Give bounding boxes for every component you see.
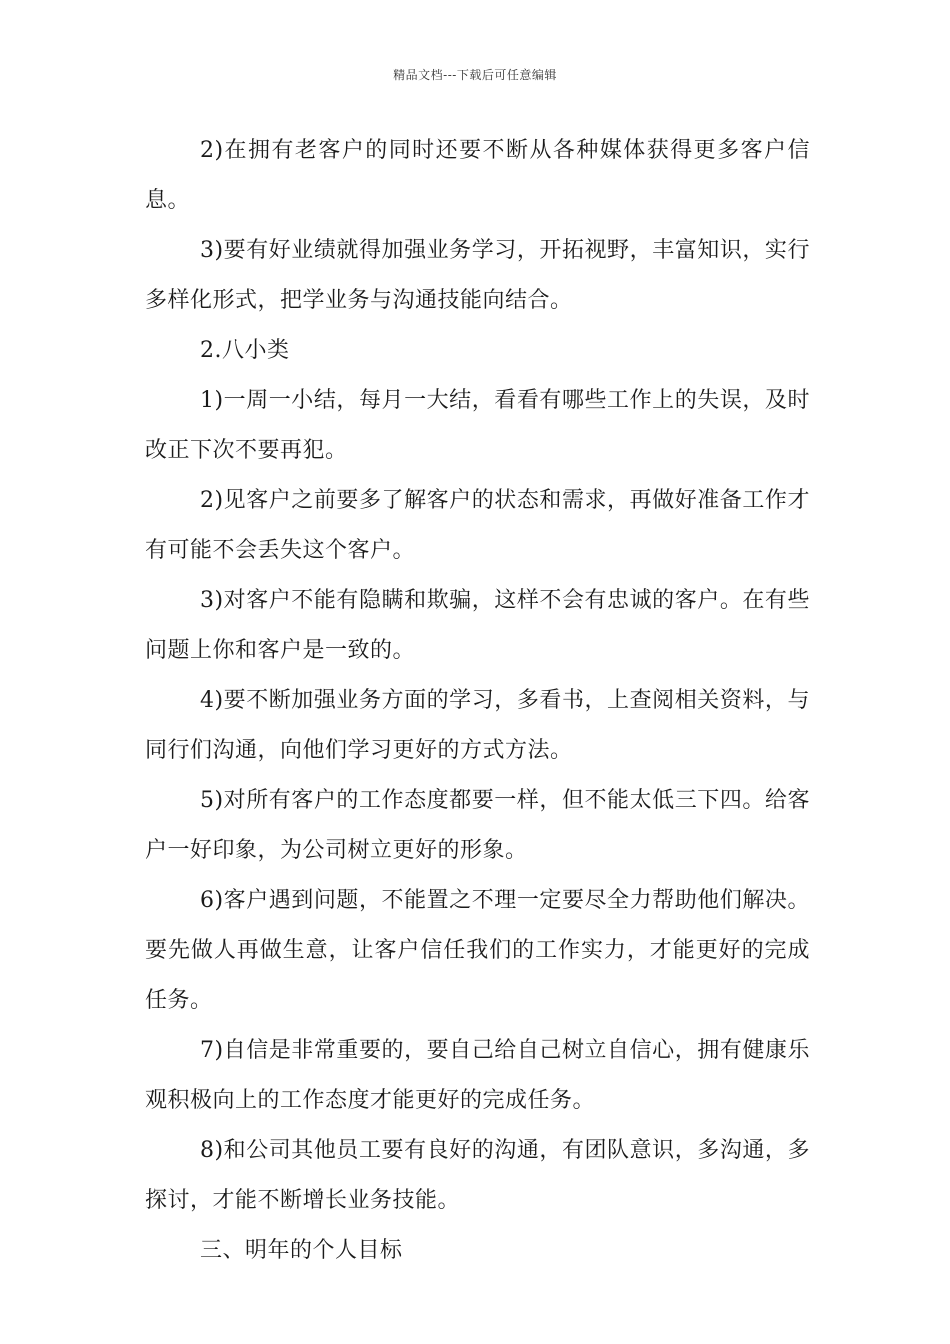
paragraph: 2)在拥有老客户的同时还要不断从各种媒体获得更多客户信息。	[145, 138, 810, 213]
paragraph: 8)和公司其他员工要有良好的沟通，有团队意识，多沟通，多探讨，才能不断增长业务技能。	[145, 1138, 810, 1213]
section-heading: 三、明年的个人目标	[200, 1238, 403, 1263]
paragraph: 5)对所有客户的工作态度都要一样，但不能太低三下四。给客户一好印象，为公司树立更好的形象。	[145, 788, 810, 863]
paragraph: 1)一周一小结，每月一大结，看看有哪些工作上的失误，及时改正下次不要再犯。	[145, 388, 810, 463]
paragraph: 3)对客户不能有隐瞒和欺骗，这样不会有忠诚的客户。在有些问题上你和客户是一致的。	[145, 588, 810, 663]
paragraph: 2)见客户之前要多了解客户的状态和需求，再做好准备工作才有可能不会丢失这个客户。	[145, 488, 810, 563]
paragraph: 6)客户遇到问题，不能置之不理一定要尽全力帮助他们解决。要先做人再做生意，让客户信任我们的工作实力，才能更好的完成任务。	[145, 888, 810, 1013]
paragraph: 7)自信是非常重要的，要自己给自己树立自信心，拥有健康乐观积极向上的工作态度才能更好的完成任务。	[145, 1038, 810, 1113]
document-body	[145, 126, 810, 1276]
paragraph: 3)要有好业绩就得加强业务学习，开拓视野，丰富知识，实行多样化形式，把学业务与沟通技能向结合。	[145, 238, 810, 313]
page-header: 精品文档---下载后可任意编辑	[393, 68, 557, 82]
paragraph: 4)要不断加强业务方面的学习，多看书，上查阅相关资料，与同行们沟通，向他们学习更好的方式方法。	[145, 688, 810, 763]
section-heading: 2.八小类	[200, 338, 290, 363]
